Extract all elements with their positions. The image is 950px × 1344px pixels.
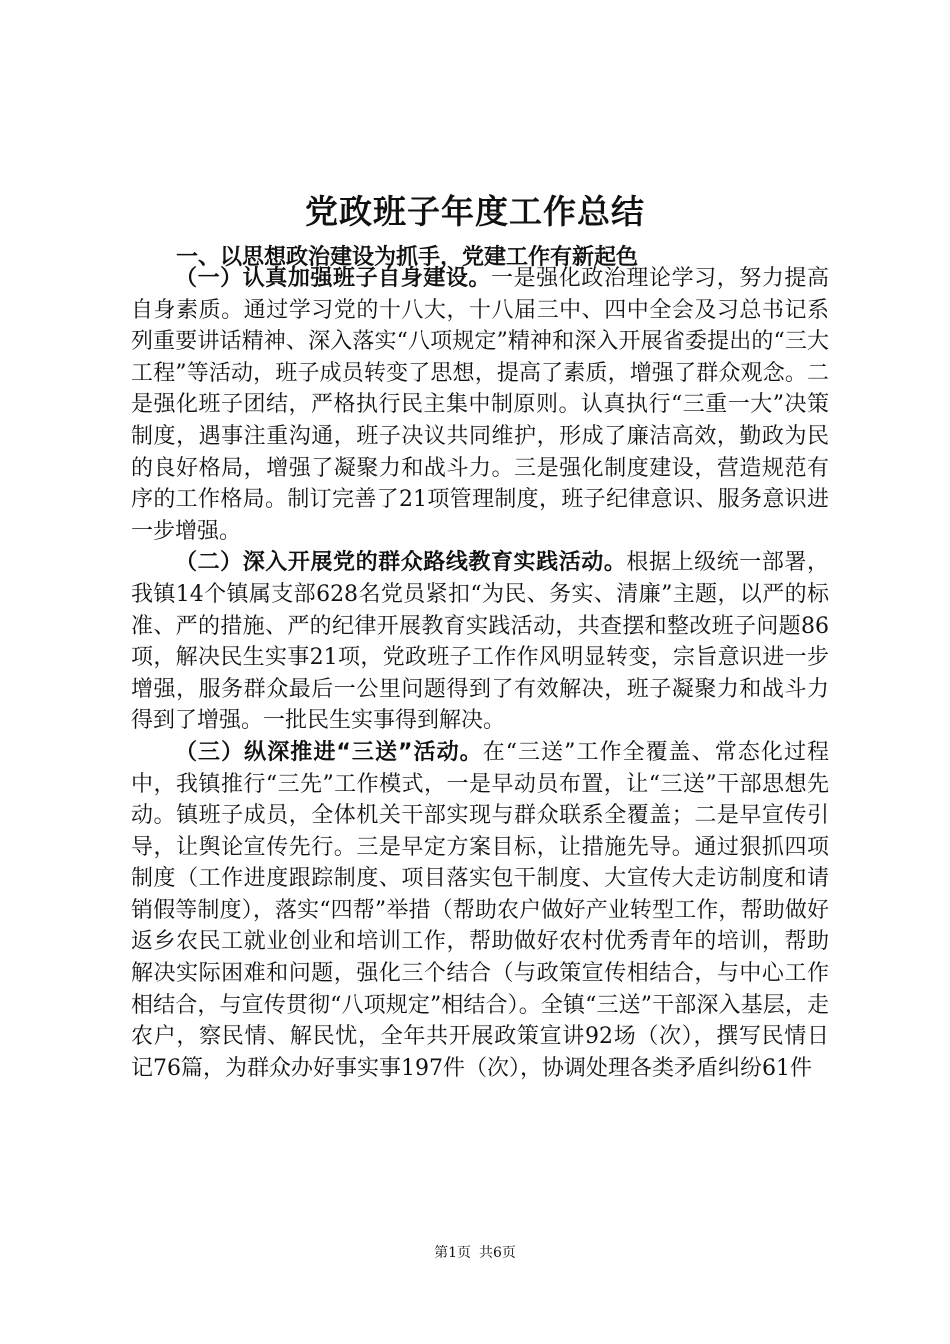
section-heading: 一、以思想政治建设为抓手，党建工作有新起色 — [176, 245, 639, 270]
page-footer — [0, 1242, 950, 1262]
paragraph-text: 根据上级统一部署，我镇14个镇属支部628名党员紧扣“为民、务实、清廉”主题，以严的标准、严的措施、严的纪律开展教育实践活动，共查摆和整改班子问题86项，解决民生实事21项，党政班子工作作风明显转变，宗旨意识进一步增强，服务群众最后一公里问题得到了有效解决，班子凝聚力和战斗力得到了增强。一批民生实事得到解决。 — [131, 550, 829, 734]
paragraph-subheading: （二）深入开展党的群众路线教育实践活动。 — [175, 550, 627, 576]
paragraph — [131, 547, 829, 737]
page-total: 共6页 — [479, 1245, 516, 1261]
paragraph — [131, 737, 829, 1085]
document-title: 党政班子年度工作总结 — [305, 192, 645, 231]
page-number: 第1页 — [434, 1245, 471, 1261]
paragraph-text: 一是强化政治理论学习，努力提高自身素质。通过学习党的十八大，十八届三中、四中全会及习总书记系列重要讲话精神、深入落实“八项规定”精神和深入开展省委提出的“三大工程”等活动，班子成员转变了思想，提高了素质，增强了群众观念。二是强化班子团结，严格执行民主集中制原则。认真执行“三重一大”决策制度，遇事注重沟通，班子决议共同维护，形成了廉洁高效，勤政为民的良好格局，增强了凝聚力和战斗力。三是强化制度建设，营造规范有序的工作格局。制订完善了21项管理制度，班子纪律意识、服务意识进一步增强。 — [131, 266, 829, 544]
document-body — [131, 263, 829, 1084]
paragraph-subheading: （三）纵深推进“三送”活动。 — [175, 739, 483, 765]
paragraph-subheading: （一）认真加强班子自身建设。 — [175, 266, 491, 291]
paragraph-text: 在“三送”工作全覆盖、常态化过程中，我镇推行“三先”工作模式，一是早动员布置，让“三送”干部思想先动。镇班子成员，全体机关干部实现与群众联系全覆盖；二是早宣传引导，让舆论宣传先行。三是早定方案目标，让措施先导。通过狠抓四项制度（工作进度跟踪制度、项目落实包干制度、大宣传大走访制度和请销假等制度），落实“四帮”举措（帮助农户做好产业转型工作，帮助做好返乡农民工就业创业和培训工作，帮助做好农村优秀青年的培训，帮助解决实际困难和问题，强化三个结合（与政策宣传相结合，与中心工作相结合，与宣传贯彻“八项规定”相结合）。全镇“三送”干部深入基层，走农户，察民情、解民忧，全年共开展政策宣讲92场（次），撰写民情日记76篇，为群众办好事实事197件（次），协调处理各类矛盾纠纷61件 — [131, 739, 829, 1081]
paragraph — [131, 263, 829, 547]
